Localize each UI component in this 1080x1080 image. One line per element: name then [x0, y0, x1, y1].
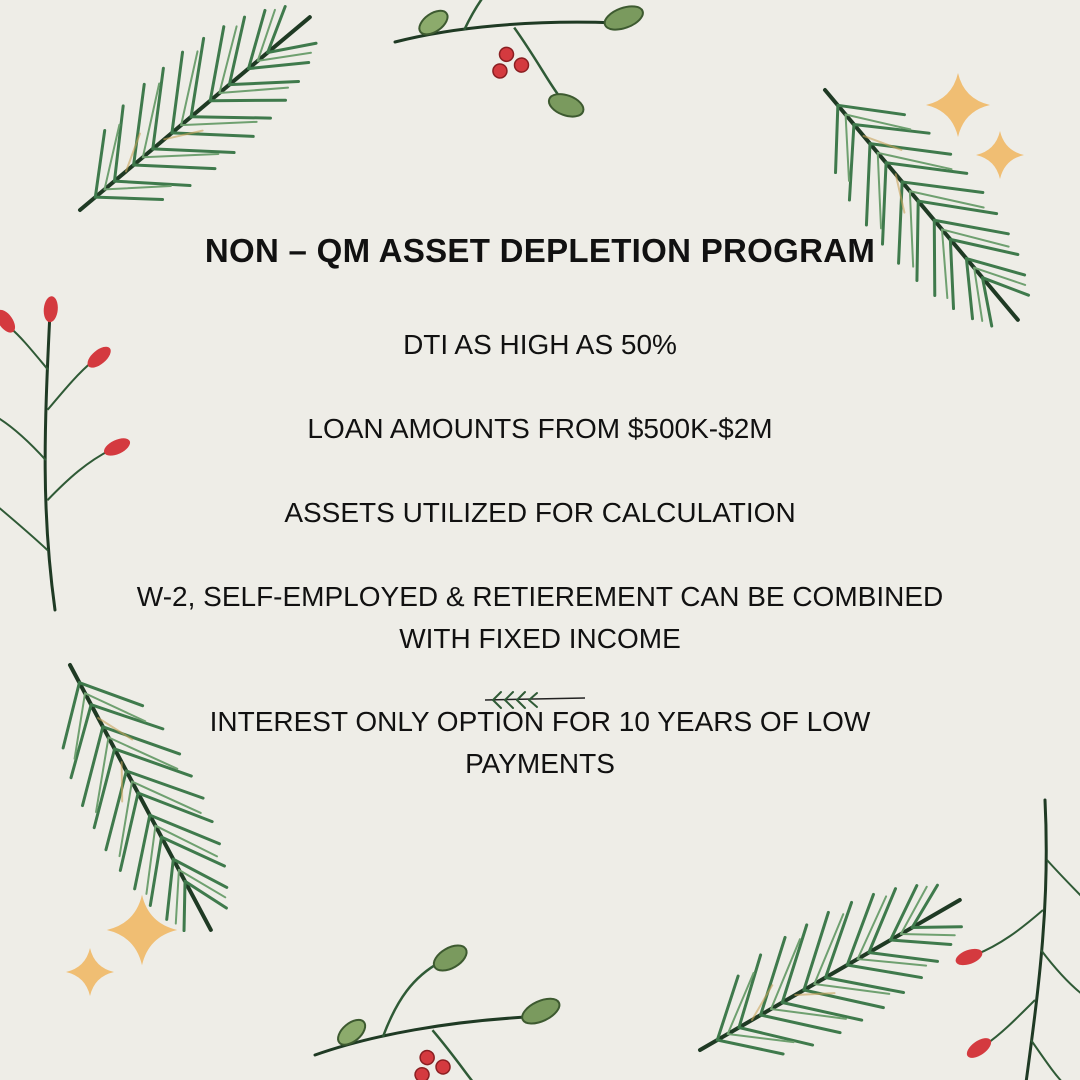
- feature-loan-amounts: LOAN AMOUNTS FROM $500K-$2M: [307, 413, 773, 444]
- feature-interest-only: INTEREST ONLY OPTION FOR 10 YEARS OF LOW PAYMENTS: [209, 706, 871, 779]
- program-title: NON – QM ASSET DEPLETION PROGRAM: [204, 232, 876, 269]
- feature-assets: ASSETS UTILIZED FOR CALCULATION: [284, 497, 796, 528]
- feature-income-types: W-2, SELF-EMPLOYED & RETIEREMENT CAN BE COMBINED WITH FIXED INCOME: [136, 581, 944, 654]
- feature-dti: DTI AS HIGH AS 50%: [403, 329, 677, 360]
